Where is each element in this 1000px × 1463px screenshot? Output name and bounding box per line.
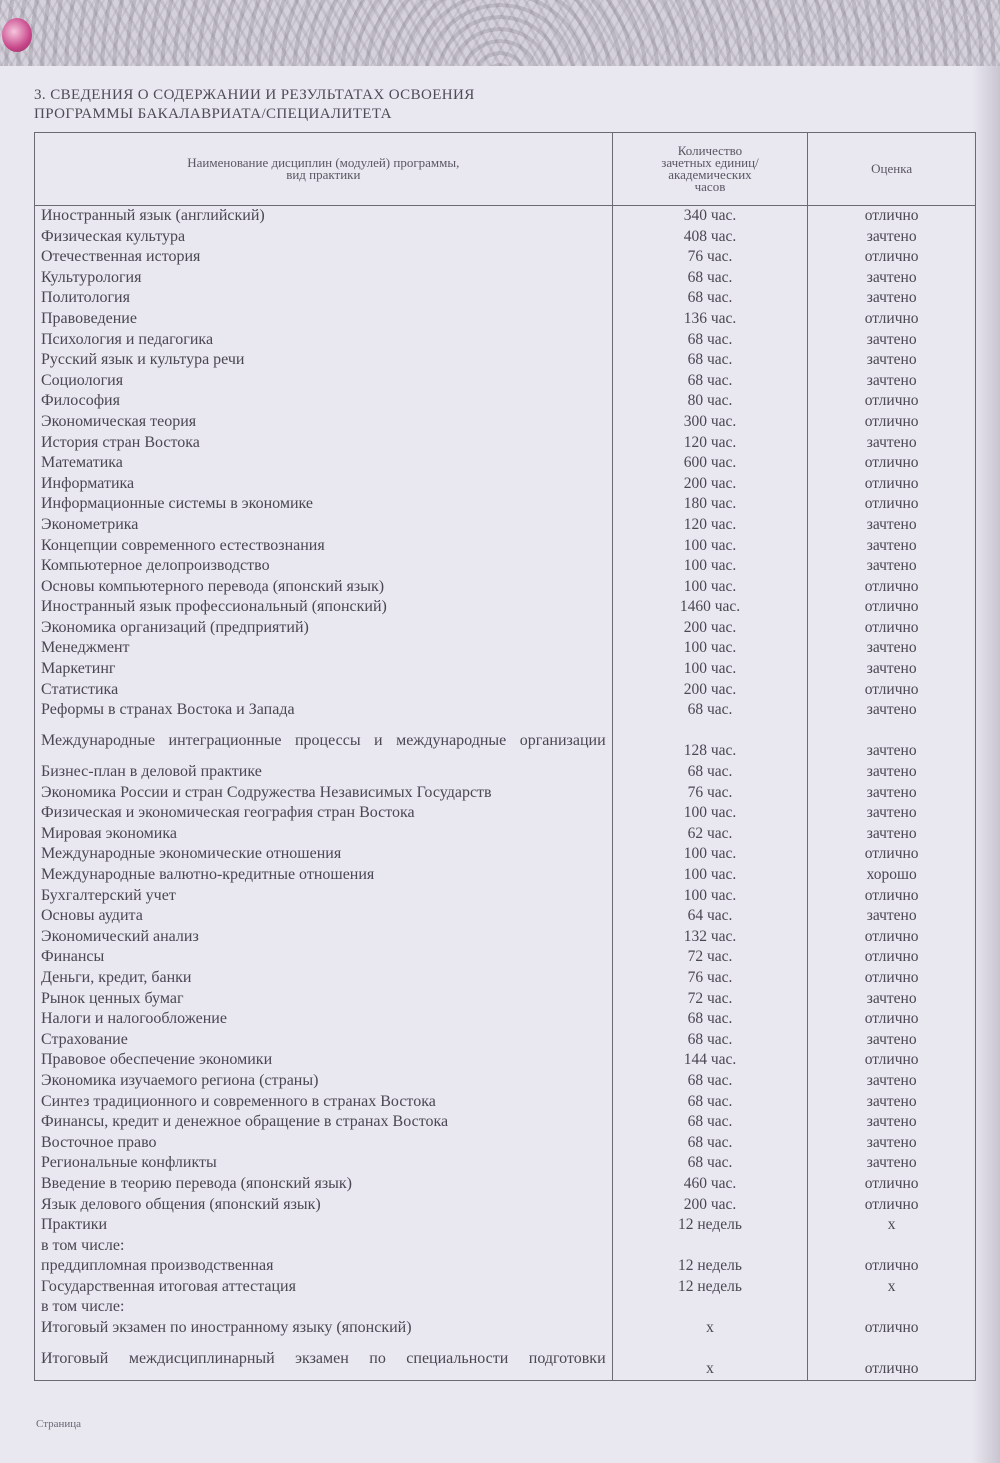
discipline-grade: отлично: [808, 1009, 976, 1030]
discipline-hours: 100 час.: [612, 577, 808, 598]
discipline-hours: 68 час.: [612, 762, 808, 783]
discipline-grade: зачтено: [808, 762, 976, 783]
discipline-grade: зачтено: [808, 824, 976, 845]
security-pattern-banner: [0, 0, 1000, 66]
table-row: [35, 762, 976, 783]
discipline-hours: 1460 час.: [612, 597, 808, 618]
discipline-name: Иностранный язык (английский): [35, 206, 613, 227]
discipline-grade: [808, 1297, 976, 1318]
discipline-hours: 600 час.: [612, 453, 808, 474]
discipline-hours: 100 час.: [612, 556, 808, 577]
table-row: [35, 1174, 976, 1195]
table-row: [35, 494, 976, 515]
table-row: [35, 515, 976, 536]
discipline-grade: отлично: [808, 309, 976, 330]
column-header-hours-line-4: часов: [694, 179, 726, 194]
discipline-hours: 120 час.: [612, 515, 808, 536]
section-heading-line-1: 3. СВЕДЕНИЯ О СОДЕРЖАНИИ И РЕЗУЛЬТАТАХ ОСВОЕНИЯ: [34, 87, 475, 103]
discipline-hours: 68 час.: [612, 1030, 808, 1051]
discipline-name: Политология: [35, 288, 613, 309]
table-row: [35, 680, 976, 701]
discipline-name: Налоги и налогообложение: [35, 1009, 613, 1030]
discipline-name: Эконометрика: [35, 515, 613, 536]
column-header-grade: Оценка: [808, 133, 976, 206]
discipline-name: Региональные конфликты: [35, 1153, 613, 1174]
discipline-hours: 76 час.: [612, 783, 808, 804]
discipline-hours: 200 час.: [612, 680, 808, 701]
discipline-hours: 200 час.: [612, 474, 808, 495]
discipline-grade: отлично: [808, 577, 976, 598]
discipline-name: Экономическая теория: [35, 412, 613, 433]
discipline-hours: 68 час.: [612, 330, 808, 351]
column-header-hours-line-3: академических: [668, 167, 752, 182]
discipline-hours: 76 час.: [612, 968, 808, 989]
discipline-hours: 200 час.: [612, 1195, 808, 1216]
discipline-name: Отечественная история: [35, 247, 613, 268]
table-row: [35, 453, 976, 474]
table-row: [35, 1318, 976, 1339]
discipline-name: Страхование: [35, 1030, 613, 1051]
table-row: [35, 597, 976, 618]
discipline-hours: 80 час.: [612, 391, 808, 412]
table-row: [35, 1009, 976, 1030]
discipline-name: Бухгалтерский учет: [35, 886, 613, 907]
discipline-hours: [612, 1236, 808, 1257]
discipline-hours: 68 час.: [612, 1133, 808, 1154]
table-row: [35, 700, 976, 721]
discipline-grade: отлично: [808, 886, 976, 907]
discipline-name: Социология: [35, 371, 613, 392]
discipline-hours: 408 час.: [612, 227, 808, 248]
discipline-grade: отлично: [808, 927, 976, 948]
discipline-hours: 100 час.: [612, 865, 808, 886]
page-footer: Страница: [36, 1418, 82, 1430]
discipline-grade: зачтено: [808, 536, 976, 557]
section-heading-line-2: ПРОГРАММЫ БАКАЛАВРИАТА/СПЕЦИАЛИТЕТА: [34, 106, 392, 122]
discipline-grade: отлично: [808, 391, 976, 412]
discipline-name: Синтез традиционного и современного в странах Востока: [35, 1092, 613, 1113]
table-row: [35, 659, 976, 680]
discipline-hours: 300 час.: [612, 412, 808, 433]
page-edge-shadow: [972, 66, 1000, 1463]
discipline-hours: 100 час.: [612, 536, 808, 557]
discipline-hours: 144 час.: [612, 1050, 808, 1071]
discipline-name: Язык делового общения (японский язык): [35, 1195, 613, 1216]
discipline-grade: зачтено: [808, 288, 976, 309]
table-row: [35, 536, 976, 557]
grades-table: [34, 132, 976, 1381]
discipline-grade: зачтено: [808, 350, 976, 371]
discipline-grade: зачтено: [808, 371, 976, 392]
table-row: [35, 1112, 976, 1133]
discipline-name: Экономика России и стран Содружества Независимых Государств: [35, 783, 613, 804]
table-row: [35, 412, 976, 433]
discipline-grade: зачтено: [808, 783, 976, 804]
table-row: [35, 1256, 976, 1277]
discipline-name: Информационные системы в экономике: [35, 494, 613, 515]
discipline-name: Менеджмент: [35, 638, 613, 659]
discipline-hours: 72 час.: [612, 989, 808, 1010]
discipline-hours: 100 час.: [612, 886, 808, 907]
table-row: [35, 618, 976, 639]
discipline-name: Международные интеграционные процессы и международные организации: [35, 721, 613, 762]
discipline-name: в том числе:: [35, 1236, 613, 1257]
table-row: [35, 989, 976, 1010]
table-row: [35, 1236, 976, 1257]
discipline-name: Итоговый междисциплинарный экзамен по специальности подготовки: [35, 1339, 613, 1381]
discipline-name: Информатика: [35, 474, 613, 495]
discipline-grade: отлично: [808, 947, 976, 968]
discipline-grade: отлично: [808, 597, 976, 618]
discipline-hours: 100 час.: [612, 638, 808, 659]
discipline-name: Рынок ценных бумаг: [35, 989, 613, 1010]
table-row: [35, 350, 976, 371]
discipline-hours: 62 час.: [612, 824, 808, 845]
column-header-discipline-line-2: вид практики: [286, 167, 361, 182]
discipline-grade: зачтено: [808, 515, 976, 536]
discipline-hours: 128 час.: [612, 721, 808, 762]
discipline-hours: 68 час.: [612, 1153, 808, 1174]
discipline-name: Философия: [35, 391, 613, 412]
table-row: [35, 844, 976, 865]
discipline-grade: отлично: [808, 1318, 976, 1339]
discipline-grade: зачтено: [808, 330, 976, 351]
discipline-grade: зачтено: [808, 906, 976, 927]
discipline-name: Финансы, кредит и денежное обращение в странах Востока: [35, 1112, 613, 1133]
discipline-name: Международные валютно-кредитные отношения: [35, 865, 613, 886]
discipline-grade: отлично: [808, 247, 976, 268]
table-row: [35, 906, 976, 927]
discipline-grade: зачтено: [808, 721, 976, 762]
table-row: [35, 1050, 976, 1071]
discipline-grade: хорошо: [808, 865, 976, 886]
discipline-name: Реформы в странах Востока и Запада: [35, 700, 613, 721]
column-header-hours-line-2: зачетных единиц/: [661, 155, 759, 170]
table-row: [35, 886, 976, 907]
table-row: [35, 309, 976, 330]
discipline-name: Математика: [35, 453, 613, 474]
column-header-discipline-line-1: Наименование дисциплин (модулей) программы,: [187, 155, 460, 170]
discipline-hours: 68 час.: [612, 1009, 808, 1030]
discipline-name: Практики: [35, 1215, 613, 1236]
discipline-hours: 68 час.: [612, 700, 808, 721]
discipline-name: Основы компьютерного перевода (японский язык): [35, 577, 613, 598]
table-row: [35, 638, 976, 659]
section-heading: [34, 86, 475, 124]
table-row: [35, 268, 976, 289]
table-row: [35, 1339, 976, 1381]
table-row: [35, 391, 976, 412]
discipline-hours: 200 час.: [612, 618, 808, 639]
discipline-hours: 100 час.: [612, 844, 808, 865]
discipline-hours: 120 час.: [612, 433, 808, 454]
discipline-hours: x: [612, 1339, 808, 1381]
discipline-grade: отлично: [808, 680, 976, 701]
discipline-grade: отлично: [808, 1174, 976, 1195]
table-row: [35, 1153, 976, 1174]
discipline-grade: [808, 1236, 976, 1257]
discipline-name: Бизнес-план в деловой практике: [35, 762, 613, 783]
discipline-grade: зачтено: [808, 433, 976, 454]
table-row: [35, 1297, 976, 1318]
table-row: [35, 1215, 976, 1236]
discipline-name: Психология и педагогика: [35, 330, 613, 351]
discipline-hours: 340 час.: [612, 206, 808, 227]
discipline-name: Русский язык и культура речи: [35, 350, 613, 371]
discipline-grade: отлично: [808, 618, 976, 639]
table-row: [35, 947, 976, 968]
table-row: [35, 577, 976, 598]
discipline-name: Деньги, кредит, банки: [35, 968, 613, 989]
discipline-grade: отлично: [808, 1050, 976, 1071]
discipline-grade: отлично: [808, 474, 976, 495]
discipline-grade: отлично: [808, 453, 976, 474]
discipline-name: История стран Востока: [35, 433, 613, 454]
discipline-hours: 100 час.: [612, 659, 808, 680]
discipline-grade: отлично: [808, 1195, 976, 1216]
discipline-grade: отлично: [808, 1256, 976, 1277]
table-row: [35, 968, 976, 989]
discipline-hours: 12 недель: [612, 1277, 808, 1298]
discipline-name: Иностранный язык профессиональный (японский): [35, 597, 613, 618]
discipline-grade: x: [808, 1215, 976, 1236]
discipline-hours: [612, 1297, 808, 1318]
column-header-hours: [612, 133, 808, 206]
table-row: [35, 1133, 976, 1154]
discipline-hours: 12 недель: [612, 1215, 808, 1236]
discipline-grade: отлично: [808, 844, 976, 865]
column-header-discipline: [35, 133, 613, 206]
table-row: [35, 783, 976, 804]
discipline-grade: x: [808, 1277, 976, 1298]
discipline-hours: 68 час.: [612, 1071, 808, 1092]
table-row: [35, 1030, 976, 1051]
discipline-hours: 180 час.: [612, 494, 808, 515]
discipline-name: Экономика изучаемого региона (страны): [35, 1071, 613, 1092]
discipline-name: Основы аудита: [35, 906, 613, 927]
discipline-hours: 12 недель: [612, 1256, 808, 1277]
discipline-hours: 72 час.: [612, 947, 808, 968]
discipline-grade: зачтено: [808, 659, 976, 680]
table-row: [35, 721, 976, 762]
table-row: [35, 227, 976, 248]
discipline-hours: 68 час.: [612, 288, 808, 309]
table-row: [35, 247, 976, 268]
discipline-hours: 68 час.: [612, 371, 808, 392]
discipline-grade: зачтено: [808, 989, 976, 1010]
discipline-name: Международные экономические отношения: [35, 844, 613, 865]
discipline-hours: 132 час.: [612, 927, 808, 948]
discipline-name: Статистика: [35, 680, 613, 701]
discipline-grade: зачтено: [808, 268, 976, 289]
discipline-name: Компьютерное делопроизводство: [35, 556, 613, 577]
discipline-grade: зачтено: [808, 227, 976, 248]
discipline-name: Государственная итоговая аттестация: [35, 1277, 613, 1298]
discipline-hours: 136 час.: [612, 309, 808, 330]
table-header-row: [35, 133, 976, 206]
discipline-name: Введение в теорию перевода (японский язык): [35, 1174, 613, 1195]
table-row: [35, 1277, 976, 1298]
discipline-hours: 68 час.: [612, 268, 808, 289]
discipline-grade: отлично: [808, 206, 976, 227]
discipline-name: Концепции современного естествознания: [35, 536, 613, 557]
discipline-grade: зачтено: [808, 1071, 976, 1092]
discipline-name: преддипломная производственная: [35, 1256, 613, 1277]
discipline-grade: зачтено: [808, 1030, 976, 1051]
table-row: [35, 371, 976, 392]
discipline-grade: зачтено: [808, 700, 976, 721]
discipline-name: в том числе:: [35, 1297, 613, 1318]
discipline-name: Правоведение: [35, 309, 613, 330]
table-row: [35, 1071, 976, 1092]
discipline-grade: зачтено: [808, 1133, 976, 1154]
discipline-name: Физическая культура: [35, 227, 613, 248]
discipline-name: Маркетинг: [35, 659, 613, 680]
discipline-hours: 68 час.: [612, 350, 808, 371]
discipline-hours: 64 час.: [612, 906, 808, 927]
table-row: [35, 803, 976, 824]
table-row: [35, 1092, 976, 1113]
discipline-name: Правовое обеспечение экономики: [35, 1050, 613, 1071]
discipline-name: Финансы: [35, 947, 613, 968]
discipline-hours: 68 час.: [612, 1092, 808, 1113]
table-row: [35, 927, 976, 948]
discipline-name: Итоговый экзамен по иностранному языку (японский): [35, 1318, 613, 1339]
discipline-name: Физическая и экономическая география стран Востока: [35, 803, 613, 824]
discipline-name: Восточное право: [35, 1133, 613, 1154]
discipline-grade: отлично: [808, 1339, 976, 1381]
discipline-hours: 460 час.: [612, 1174, 808, 1195]
discipline-grade: зачтено: [808, 1153, 976, 1174]
discipline-grade: зачтено: [808, 1112, 976, 1133]
discipline-hours: 100 час.: [612, 803, 808, 824]
table-row: [35, 288, 976, 309]
table-row: [35, 433, 976, 454]
discipline-grade: отлично: [808, 494, 976, 515]
discipline-name: Экономика организаций (предприятий): [35, 618, 613, 639]
table-body: [35, 206, 976, 1381]
discipline-grade: зачтено: [808, 1092, 976, 1113]
table-row: [35, 824, 976, 845]
table-row: [35, 865, 976, 886]
discipline-name: Мировая экономика: [35, 824, 613, 845]
table-row: [35, 330, 976, 351]
table-row: [35, 1195, 976, 1216]
table-row: [35, 474, 976, 495]
discipline-hours: x: [612, 1318, 808, 1339]
discipline-grade: отлично: [808, 412, 976, 433]
binder-clip: [2, 18, 32, 52]
table-row: [35, 206, 976, 227]
discipline-hours: 76 час.: [612, 247, 808, 268]
discipline-name: Культурология: [35, 268, 613, 289]
discipline-grade: зачтено: [808, 803, 976, 824]
discipline-grade: зачтено: [808, 556, 976, 577]
discipline-name: Экономический анализ: [35, 927, 613, 948]
discipline-hours: 68 час.: [612, 1112, 808, 1133]
table-row: [35, 556, 976, 577]
discipline-grade: зачтено: [808, 638, 976, 659]
column-header-hours-line-1: Количество: [677, 143, 743, 158]
discipline-grade: отлично: [808, 968, 976, 989]
